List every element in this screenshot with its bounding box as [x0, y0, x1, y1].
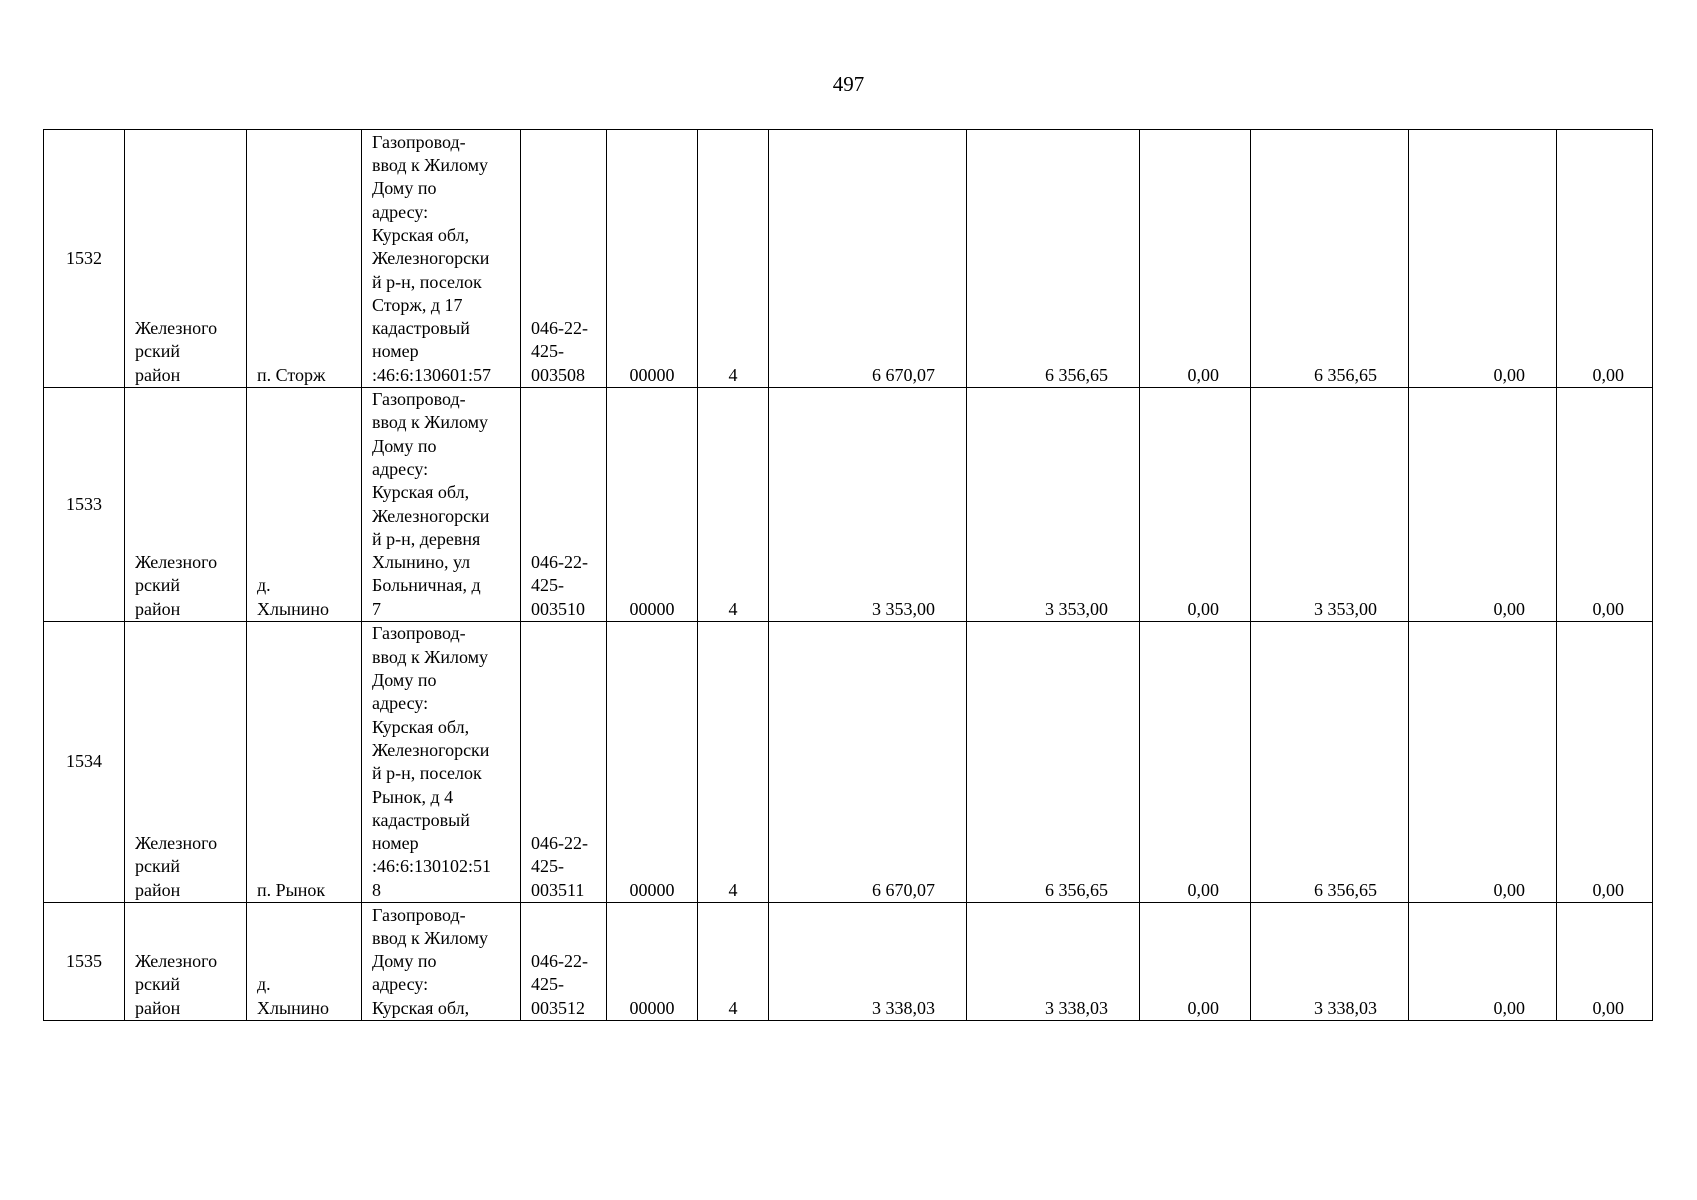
object-description-cell: [362, 388, 521, 622]
cell-text-line: Дому по: [372, 178, 437, 199]
row-number-cell: 1535: [44, 903, 125, 1021]
cell-text-line: д.: [257, 575, 271, 596]
value-2-cell: 6 356,65: [967, 130, 1140, 388]
value-2-cell: 6 356,65: [967, 622, 1140, 903]
cell-text-line: ввод к Жилому: [372, 646, 489, 667]
cell-text-line: 425-: [531, 974, 564, 995]
value-6-cell: 0,00: [1557, 130, 1653, 388]
table-row: [44, 130, 1653, 388]
cell-text-line: Газопровод-: [372, 623, 466, 644]
value-5-cell: 0,00: [1409, 130, 1557, 388]
cell-text-line: адресу:: [372, 201, 429, 222]
settlement-cell: [247, 903, 362, 1021]
table-row: [44, 903, 1653, 1021]
cell-text-line: Курская обл,: [372, 716, 470, 737]
value-3-cell: 0,00: [1140, 622, 1251, 903]
registry-table: [43, 129, 1653, 1021]
value-4-cell: 6 356,65: [1251, 130, 1409, 388]
district-cell: [125, 903, 247, 1021]
quantity-cell: 4: [698, 622, 769, 903]
value-4-cell: 6 356,65: [1251, 622, 1409, 903]
cell-text-line: ввод к Жилому: [372, 155, 489, 176]
cell-text-line: адресу:: [372, 458, 429, 479]
value-3-cell: 0,00: [1140, 903, 1251, 1021]
settlement-cell: [247, 388, 362, 622]
cell-text-line: рский: [135, 341, 180, 362]
cell-text-line: Рынок, д 4: [372, 786, 454, 807]
cell-text-line: Хлынино, ул: [372, 552, 471, 573]
cell-text-line: Хлынино: [257, 997, 329, 1018]
registry-number-cell: [521, 622, 607, 903]
cell-text-line: ввод к Жилому: [372, 412, 489, 433]
cell-text-line: Дому по: [372, 951, 437, 972]
code-cell: 00000: [607, 903, 698, 1021]
cell-text-line: рский: [135, 974, 180, 995]
value-3-cell: 0,00: [1140, 388, 1251, 622]
cell-text-line: Больничная, д: [372, 575, 481, 596]
cell-text-line: район: [135, 598, 181, 619]
value-1-cell: 6 670,07: [769, 130, 967, 388]
cell-text-line: Железногорски: [372, 505, 490, 526]
cell-text-line: Курская обл,: [372, 997, 470, 1018]
registry-number-cell: [521, 130, 607, 388]
quantity-cell: 4: [698, 130, 769, 388]
table-row: [44, 622, 1653, 903]
value-2-cell: 3 338,03: [967, 903, 1140, 1021]
district-cell: [125, 130, 247, 388]
value-5-cell: 0,00: [1409, 622, 1557, 903]
cell-text-line: й р-н, деревня: [372, 528, 481, 549]
cell-text-line: 425-: [531, 341, 564, 362]
cell-text-line: район: [135, 997, 181, 1018]
cell-text-line: 046-22-: [531, 951, 588, 972]
settlement-cell: [247, 622, 362, 903]
page-number: 497: [832, 72, 865, 96]
cell-text-line: кадастровый: [372, 318, 470, 339]
object-description-cell: [362, 622, 521, 903]
cell-text-line: 046-22-: [531, 552, 588, 573]
value-1-cell: 6 670,07: [769, 622, 967, 903]
settlement-cell: [247, 130, 362, 388]
cell-text-line: 003511: [531, 879, 585, 900]
cell-text-line: Железногорски: [372, 739, 490, 760]
cell-text-line: 425-: [531, 856, 564, 877]
object-description-cell: [362, 130, 521, 388]
district-cell: [125, 622, 247, 903]
code-cell: 00000: [607, 130, 698, 388]
cell-text-line: 046-22-: [531, 318, 588, 339]
cell-text-line: Дому по: [372, 670, 437, 691]
cell-text-line: п. Сторж: [257, 364, 326, 385]
cell-text-line: номер: [372, 833, 419, 854]
cell-text-line: Железного: [135, 552, 218, 573]
cell-text-line: номер: [372, 341, 419, 362]
value-6-cell: 0,00: [1557, 622, 1653, 903]
value-6-cell: 0,00: [1557, 388, 1653, 622]
cell-text-line: Железного: [135, 833, 218, 854]
cell-text-line: й р-н, поселок: [372, 271, 482, 292]
cell-text-line: адресу:: [372, 974, 429, 995]
cell-text-line: 003510: [531, 598, 585, 619]
registry-number-cell: [521, 388, 607, 622]
table-row: [44, 388, 1653, 622]
cell-text-line: Курская обл,: [372, 482, 470, 503]
cell-text-line: 8: [372, 879, 381, 900]
quantity-cell: 4: [698, 388, 769, 622]
code-cell: 00000: [607, 388, 698, 622]
value-4-cell: 3 338,03: [1251, 903, 1409, 1021]
cell-text-line: Газопровод-: [372, 904, 466, 925]
cell-text-line: Железного: [135, 318, 218, 339]
cell-text-line: Железногорски: [372, 248, 490, 269]
cell-text-line: :46:6:130102:51: [372, 856, 492, 877]
cell-text-line: д.: [257, 974, 271, 995]
cell-text-line: ввод к Жилому: [372, 927, 489, 948]
value-3-cell: 0,00: [1140, 130, 1251, 388]
cell-text-line: :46:6:130601:57: [372, 364, 492, 385]
cell-text-line: п. Рынок: [257, 879, 326, 900]
district-cell: [125, 388, 247, 622]
cell-text-line: Сторж, д 17: [372, 294, 463, 315]
cell-text-line: Газопровод-: [372, 131, 466, 152]
value-2-cell: 3 353,00: [967, 388, 1140, 622]
cell-text-line: 003512: [531, 997, 585, 1018]
cell-text-line: район: [135, 364, 181, 385]
cell-text-line: Газопровод-: [372, 389, 466, 410]
value-1-cell: 3 353,00: [769, 388, 967, 622]
value-5-cell: 0,00: [1409, 903, 1557, 1021]
cell-text-line: 7: [372, 598, 381, 619]
row-number-cell: 1533: [44, 388, 125, 622]
value-6-cell: 0,00: [1557, 903, 1653, 1021]
cell-text-line: Хлынино: [257, 598, 329, 619]
cell-text-line: Дому по: [372, 435, 437, 456]
cell-text-line: 003508: [531, 364, 585, 385]
value-5-cell: 0,00: [1409, 388, 1557, 622]
cell-text-line: Железного: [135, 951, 218, 972]
quantity-cell: 4: [698, 903, 769, 1021]
row-number-cell: 1534: [44, 622, 125, 903]
cell-text-line: адресу:: [372, 693, 429, 714]
object-description-cell: [362, 903, 521, 1021]
registry-number-cell: [521, 903, 607, 1021]
cell-text-line: рский: [135, 575, 180, 596]
cell-text-line: 425-: [531, 575, 564, 596]
value-1-cell: 3 338,03: [769, 903, 967, 1021]
value-4-cell: 3 353,00: [1251, 388, 1409, 622]
cell-text-line: район: [135, 879, 181, 900]
cell-text-line: рский: [135, 856, 180, 877]
cell-text-line: 046-22-: [531, 833, 588, 854]
code-cell: 00000: [607, 622, 698, 903]
row-number-cell: 1532: [44, 130, 125, 388]
cell-text-line: й р-н, поселок: [372, 763, 482, 784]
cell-text-line: Курская обл,: [372, 224, 470, 245]
cell-text-line: кадастровый: [372, 809, 470, 830]
